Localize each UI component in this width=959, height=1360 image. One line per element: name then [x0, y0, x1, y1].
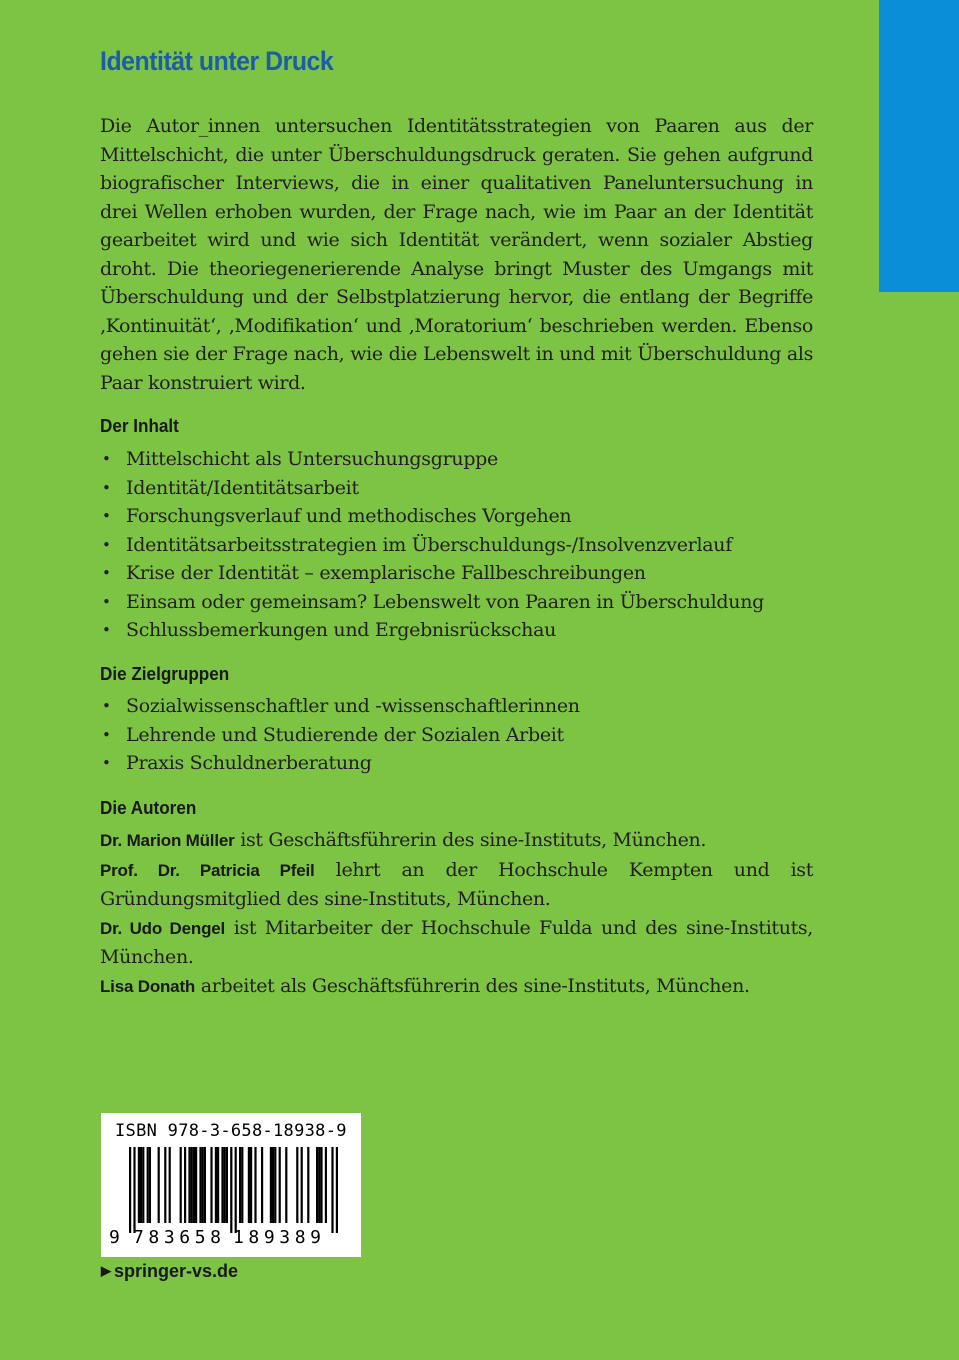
barcode-bar: [217, 1147, 219, 1223]
barcode-bar: [184, 1147, 186, 1223]
barcode-bar: [318, 1147, 320, 1223]
barcode-bar: [164, 1147, 166, 1223]
author-name: Dr. Marion Müller: [100, 831, 235, 850]
content-heading: Der Inhalt: [100, 416, 179, 436]
barcode-bar: [129, 1147, 131, 1233]
barcode-bar: [248, 1147, 250, 1223]
barcode-bar: [204, 1147, 206, 1223]
publisher-website[interactable]: [101, 1261, 238, 1282]
list-item: • Identitätsarbeitsstrategien im Überschuldungs-/Insolvenzverlauf: [100, 531, 764, 560]
isbn-label: ISBN 978-3-658-18938-9: [115, 1121, 347, 1141]
author-name: Dr. Udo Dengel: [100, 918, 226, 938]
barcode-bar: [325, 1147, 327, 1223]
barcode-bar: [149, 1147, 151, 1223]
ean-first-digit: 9: [109, 1227, 120, 1248]
ean-right-digits: 189389: [233, 1227, 326, 1248]
barcode-bar: [215, 1147, 217, 1223]
barcode-bar: [226, 1147, 228, 1223]
barcode-bar: [224, 1147, 226, 1223]
isbn-barcode: [101, 1113, 361, 1257]
list-item: • Krise der Identität – exemplarische Fallbeschreibungen: [100, 559, 764, 588]
list-item: • Sozialwissenschaftler und -wissenschaftlerinnen: [100, 692, 580, 721]
barcode-bar: [279, 1147, 281, 1223]
list-item: • Forschungsverlauf und methodisches Vorgehen: [100, 502, 764, 531]
author-name: Lisa Donath: [100, 976, 196, 996]
barcode-bar: [199, 1147, 201, 1223]
author-entry: [100, 914, 813, 972]
barcode-bar: [180, 1147, 182, 1223]
barcode-bar: [158, 1147, 160, 1223]
author-bio: ist Geschäftsführerin des sine-Instituts, München.: [240, 829, 707, 851]
barcode-bar: [140, 1147, 142, 1223]
barcode-bar: [270, 1147, 272, 1223]
author-entry: [100, 972, 813, 1002]
barcode-bar: [320, 1147, 322, 1223]
barcode-bar: [296, 1147, 298, 1223]
barcode-bar: [138, 1147, 140, 1223]
barcode-bar: [133, 1147, 135, 1233]
barcode-bar: [169, 1147, 171, 1223]
list-item: • Einsam oder gemeinsam? Lebenswelt von Paaren in Überschuldung: [100, 588, 764, 617]
barcode-bar: [230, 1147, 232, 1233]
barcode-bar: [202, 1147, 204, 1223]
barcode-bar: [195, 1147, 197, 1223]
barcode-bar: [193, 1147, 195, 1223]
barcode-bar: [254, 1147, 256, 1223]
list-item: • Praxis Schuldnerberatung: [100, 749, 580, 778]
content-list: [100, 445, 764, 645]
barcode-bar: [210, 1147, 212, 1223]
author-bio: arbeitet als Geschäftsführerin des sine-Instituts, München.: [200, 974, 750, 997]
barcode-bar: [235, 1147, 237, 1233]
list-item: • Lehrende und Studierende der Sozialen Arbeit: [100, 721, 580, 750]
barcode-bar: [274, 1147, 276, 1223]
barcode-bar: [316, 1147, 318, 1223]
accent-tab: [879, 0, 959, 292]
author-entry: [100, 826, 813, 856]
barcode-bar: [285, 1147, 287, 1223]
ean-left-digits: 783658: [133, 1227, 226, 1248]
list-item: • Identität/Identitätsarbeit: [100, 474, 764, 503]
barcode-bar: [221, 1147, 223, 1223]
barcode-bar: [250, 1147, 252, 1223]
list-item: • Mittelschicht als Untersuchungsgruppe: [100, 445, 764, 474]
barcode-bar: [261, 1147, 263, 1223]
barcode-bars: [129, 1147, 339, 1233]
audience-heading: Die Zielgruppen: [100, 664, 230, 684]
barcode-bar: [336, 1147, 338, 1233]
author-bio: lehrt an der Hochschule Kempten und ist Gründungsmitglied des sine-Instituts, München.: [100, 858, 813, 910]
barcode-bar: [239, 1147, 241, 1223]
audience-list: [100, 692, 580, 778]
barcode-bar: [307, 1147, 309, 1223]
abstract: Die Autor_innen untersuchen Identitätsstrategien von Paaren aus der Mittelschicht, die unter Überschuldungsdruck geraten. Sie gehen aufgrund biografischer Interviews, die in einer qualitativen Paneluntersuchung in drei Wellen erhoben wurden, der Frage nach, wie im Paar an der Identität gearbeitet wird und wie sich Identität verändert, wenn sozialer Abstieg droht. Die theoriegenerierende Analyse bringt Muster des Umgangs mit Überschuldung und der Selbstplatzierung hervor, die entlang der Begriffe ‚Kontinuität‘, ‚Modifikation‘ und ‚Moratorium‘ beschrieben werden. Ebenso gehen sie der Frage nach, wie die Lebenswelt in und mit Überschuldung als Paar konstruiert wird.: [100, 115, 813, 394]
author-bio: ist Mitarbeiter der Hochschule Fulda und des sine-Instituts, München.: [100, 916, 813, 968]
barcode-bar: [188, 1147, 190, 1223]
barcode-bar: [272, 1147, 274, 1223]
website-text: springer-vs.de: [114, 1261, 239, 1281]
barcode-bar: [301, 1147, 303, 1223]
list-item: • Schlussbemerkungen und Ergebnisrückschau: [100, 616, 764, 645]
book-title: Identität unter Druck: [100, 46, 334, 76]
authors-list: [100, 826, 813, 1001]
barcode-bar: [147, 1147, 149, 1223]
play-arrow-icon: ▶: [101, 1263, 111, 1278]
barcode-bar: [331, 1147, 333, 1233]
author-entry: [100, 856, 813, 914]
barcode-bar: [241, 1147, 243, 1223]
barcode-bar: [142, 1147, 144, 1223]
authors-heading: Die Autoren: [100, 798, 197, 818]
author-name: Prof. Dr. Patricia Pfeil: [100, 860, 315, 880]
barcode-bar: [191, 1147, 193, 1223]
